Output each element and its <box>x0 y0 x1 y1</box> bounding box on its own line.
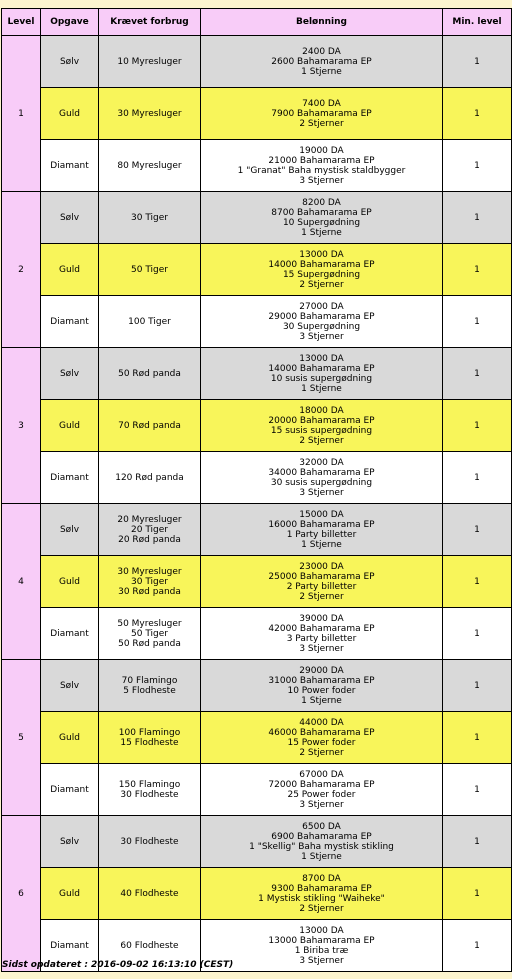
required-line: 50 Tiger <box>131 628 168 639</box>
table-row <box>2 868 512 920</box>
required-cell <box>99 244 201 296</box>
reward-line: 10 Supergødning <box>282 217 361 228</box>
reward-line: 15000 DA <box>299 509 344 520</box>
reward-line: 27000 DA <box>299 301 344 312</box>
table-row <box>2 36 512 88</box>
required-line: 20 Myresluger <box>117 514 182 525</box>
required-line: 70 Flamingo <box>121 675 178 686</box>
required-line: 30 Tiger <box>131 212 168 223</box>
required-cell <box>99 452 201 504</box>
min-level-cell: 1 <box>443 348 512 400</box>
required-cell <box>99 556 201 608</box>
reward-cell <box>201 348 443 400</box>
table-row <box>2 140 512 192</box>
level-cell: 4 <box>2 504 41 660</box>
required-cell <box>99 88 201 140</box>
reward-line: 10 susis supergødning <box>270 373 373 384</box>
reward-cell <box>201 868 443 920</box>
min-level-cell: 1 <box>443 88 512 140</box>
rewards-table <box>1 8 512 972</box>
last-updated-footer: Sidst opdateret : 2016-09-02 16:13:10 (CEST) <box>2 960 234 970</box>
min-level-cell: 1 <box>443 296 512 348</box>
reward-line: 1 Biriba træ <box>294 945 349 956</box>
table-row <box>2 244 512 296</box>
reward-line: 15 Power foder <box>287 737 356 748</box>
required-line: 5 Flodheste <box>123 685 176 696</box>
reward-cell <box>201 712 443 764</box>
required-line: 50 Rød panda <box>118 368 181 379</box>
table-row <box>2 348 512 400</box>
reward-cell <box>201 140 443 192</box>
reward-line: 2 Stjerner <box>299 903 344 914</box>
task-cell: Sølv <box>41 816 99 868</box>
table-row <box>2 400 512 452</box>
header-task: Opgave <box>41 9 99 36</box>
reward-cell <box>201 504 443 556</box>
task-cell: Sølv <box>41 348 99 400</box>
required-cell <box>99 504 201 556</box>
task-cell: Diamant <box>41 764 99 816</box>
required-line: 70 Rød panda <box>118 420 181 431</box>
task-cell: Guld <box>41 400 99 452</box>
reward-line: 44000 DA <box>299 717 344 728</box>
reward-line: 46000 Bahamarama EP <box>268 727 375 738</box>
required-line: 30 Myresluger <box>117 566 182 577</box>
table-row <box>2 660 512 712</box>
reward-line: 25 Power foder <box>287 789 356 800</box>
reward-line: 2600 Bahamarama EP <box>271 56 372 67</box>
reward-cell <box>201 244 443 296</box>
reward-line: 31000 Bahamarama EP <box>268 675 375 686</box>
reward-line: 13000 Bahamarama EP <box>268 935 375 946</box>
level-cell: 3 <box>2 348 41 504</box>
required-line: 100 Flamingo <box>118 727 181 738</box>
min-level-cell: 1 <box>443 36 512 88</box>
required-cell <box>99 660 201 712</box>
reward-line: 1 Party billetter <box>286 529 357 540</box>
reward-line: 42000 Bahamarama EP <box>268 623 375 634</box>
task-cell: Guld <box>41 556 99 608</box>
min-level-cell: 1 <box>443 608 512 660</box>
required-line: 30 Tiger <box>131 576 168 587</box>
reward-line: 21000 Bahamarama EP <box>268 155 375 166</box>
task-cell: Diamant <box>41 140 99 192</box>
min-level-cell: 1 <box>443 140 512 192</box>
reward-line: 39000 DA <box>299 613 344 624</box>
reward-line: 2 Stjerner <box>299 435 344 446</box>
required-line: 50 Tiger <box>131 264 168 275</box>
header-level: Level <box>2 9 41 36</box>
header-required: Krævet forbrug <box>99 9 201 36</box>
reward-line: 1 Stjerne <box>301 227 342 238</box>
reward-line: 18000 DA <box>299 405 344 416</box>
reward-line: 1 Stjerne <box>301 695 342 706</box>
reward-line: 3 Stjerner <box>299 175 344 186</box>
reward-line: 2 Stjerner <box>299 747 344 758</box>
level-cell: 2 <box>2 192 41 348</box>
reward-line: 1 "Granat" Baha mystisk staldbygger <box>237 165 406 176</box>
reward-line: 1 Stjerne <box>301 539 342 550</box>
required-line: 10 Myresluger <box>117 56 182 67</box>
required-line: 30 Myresluger <box>117 108 182 119</box>
task-cell: Diamant <box>41 920 99 972</box>
reward-line: 2 Stjerner <box>299 279 344 290</box>
header-row <box>2 9 512 36</box>
reward-cell <box>201 556 443 608</box>
reward-line: 6900 Bahamarama EP <box>271 831 372 842</box>
table-row <box>2 608 512 660</box>
reward-line: 20000 Bahamarama EP <box>268 415 375 426</box>
task-cell: Guld <box>41 712 99 764</box>
reward-cell <box>201 36 443 88</box>
required-line: 30 Flodheste <box>120 836 179 847</box>
required-line: 15 Flodheste <box>120 737 179 748</box>
reward-line: 29000 DA <box>299 665 344 676</box>
min-level-cell: 1 <box>443 400 512 452</box>
table-row <box>2 816 512 868</box>
reward-cell <box>201 88 443 140</box>
min-level-cell: 1 <box>443 816 512 868</box>
reward-line: 3 Stjerner <box>299 643 344 654</box>
reward-line: 3 Party billetter <box>286 633 357 644</box>
reward-cell <box>201 920 443 972</box>
reward-line: 15 Supergødning <box>282 269 361 280</box>
reward-line: 3 Stjerner <box>299 799 344 810</box>
required-line: 30 Rød panda <box>118 586 181 597</box>
required-line: 60 Flodheste <box>120 940 179 951</box>
reward-line: 19000 DA <box>299 145 344 156</box>
required-line: 150 Flamingo <box>118 779 181 790</box>
required-cell <box>99 608 201 660</box>
reward-line: 7900 Bahamarama EP <box>271 108 372 119</box>
required-line: 100 Tiger <box>128 316 171 327</box>
reward-line: 14000 Bahamarama EP <box>268 259 375 270</box>
task-cell: Sølv <box>41 192 99 244</box>
reward-line: 13000 DA <box>299 353 344 364</box>
reward-line: 13000 DA <box>299 249 344 260</box>
required-cell <box>99 140 201 192</box>
reward-line: 1 Mystisk stikling "Waiheke" <box>258 893 385 904</box>
reward-line: 1 Stjerne <box>301 383 342 394</box>
reward-line: 10 Power foder <box>287 685 356 696</box>
reward-line: 29000 Bahamarama EP <box>268 311 375 322</box>
reward-line: 34000 Bahamarama EP <box>268 467 375 478</box>
reward-cell <box>201 192 443 244</box>
table-row <box>2 504 512 556</box>
reward-line: 67000 DA <box>299 769 344 780</box>
reward-line: 3 Stjerner <box>299 487 344 498</box>
reward-line: 8700 DA <box>302 873 341 884</box>
min-level-cell: 1 <box>443 504 512 556</box>
table-row <box>2 712 512 764</box>
reward-line: 2 Party billetter <box>286 581 357 592</box>
table-row <box>2 556 512 608</box>
level-cell: 6 <box>2 816 41 972</box>
min-level-cell: 1 <box>443 868 512 920</box>
task-cell: Sølv <box>41 36 99 88</box>
reward-line: 16000 Bahamarama EP <box>268 519 375 530</box>
reward-line: 2400 DA <box>302 46 341 57</box>
table-row <box>2 88 512 140</box>
table-row <box>2 764 512 816</box>
reward-cell <box>201 816 443 868</box>
reward-line: 2 Stjerner <box>299 591 344 602</box>
reward-line: 2 Stjerner <box>299 118 344 129</box>
table-body <box>2 36 512 972</box>
required-cell <box>99 712 201 764</box>
reward-cell <box>201 400 443 452</box>
required-cell <box>99 400 201 452</box>
min-level-cell: 1 <box>443 192 512 244</box>
reward-line: 23000 DA <box>299 561 344 572</box>
task-cell: Guld <box>41 88 99 140</box>
reward-line: 1 "Skellig" Baha mystisk stikling <box>249 841 394 852</box>
required-cell <box>99 192 201 244</box>
required-line: 40 Flodheste <box>120 888 179 899</box>
required-cell <box>99 348 201 400</box>
min-level-cell: 1 <box>443 452 512 504</box>
required-line: 50 Myresluger <box>117 618 182 629</box>
reward-cell <box>201 296 443 348</box>
reward-line: 13000 DA <box>299 925 344 936</box>
reward-cell <box>201 660 443 712</box>
task-cell: Diamant <box>41 296 99 348</box>
required-cell <box>99 296 201 348</box>
level-cell: 1 <box>2 36 41 192</box>
reward-cell <box>201 764 443 816</box>
required-line: 20 Tiger <box>131 524 168 535</box>
min-level-cell: 1 <box>443 556 512 608</box>
required-cell <box>99 816 201 868</box>
task-cell: Sølv <box>41 660 99 712</box>
reward-line: 3 Stjerner <box>299 331 344 342</box>
reward-line: 15 susis supergødning <box>270 425 373 436</box>
table-row <box>2 192 512 244</box>
reward-line: 8200 DA <box>302 197 341 208</box>
required-line: 120 Rød panda <box>115 472 184 483</box>
reward-line: 14000 Bahamarama EP <box>268 363 375 374</box>
reward-line: 9300 Bahamarama EP <box>271 883 372 894</box>
task-cell: Guld <box>41 868 99 920</box>
reward-line: 1 Stjerne <box>301 66 342 77</box>
reward-line: 3 Stjerner <box>299 955 344 966</box>
reward-line: 30 susis supergødning <box>270 477 373 488</box>
reward-line: 1 Stjerne <box>301 851 342 862</box>
reward-line: 6500 DA <box>302 821 341 832</box>
reward-line: 32000 DA <box>299 457 344 468</box>
level-cell: 5 <box>2 660 41 816</box>
required-cell <box>99 764 201 816</box>
table-row <box>2 452 512 504</box>
reward-cell <box>201 452 443 504</box>
reward-line: 8700 Bahamarama EP <box>271 207 372 218</box>
min-level-cell: 1 <box>443 764 512 816</box>
min-level-cell: 1 <box>443 712 512 764</box>
reward-cell <box>201 608 443 660</box>
required-cell <box>99 36 201 88</box>
reward-line: 30 Supergødning <box>282 321 361 332</box>
task-cell: Diamant <box>41 608 99 660</box>
min-level-cell: 1 <box>443 920 512 972</box>
task-cell: Sølv <box>41 504 99 556</box>
table-row <box>2 296 512 348</box>
reward-line: 72000 Bahamarama EP <box>268 779 375 790</box>
required-line: 50 Rød panda <box>118 638 181 649</box>
reward-line: 7400 DA <box>302 98 341 109</box>
required-line: 30 Flodheste <box>120 789 179 800</box>
min-level-cell: 1 <box>443 244 512 296</box>
required-line: 20 Rød panda <box>118 534 181 545</box>
required-line: 80 Myresluger <box>117 160 182 171</box>
min-level-cell: 1 <box>443 660 512 712</box>
required-cell <box>99 868 201 920</box>
task-cell: Diamant <box>41 452 99 504</box>
header-reward: Belønning <box>201 9 443 36</box>
header-min-level: Min. level <box>443 9 512 36</box>
task-cell: Guld <box>41 244 99 296</box>
reward-line: 25000 Bahamarama EP <box>268 571 375 582</box>
